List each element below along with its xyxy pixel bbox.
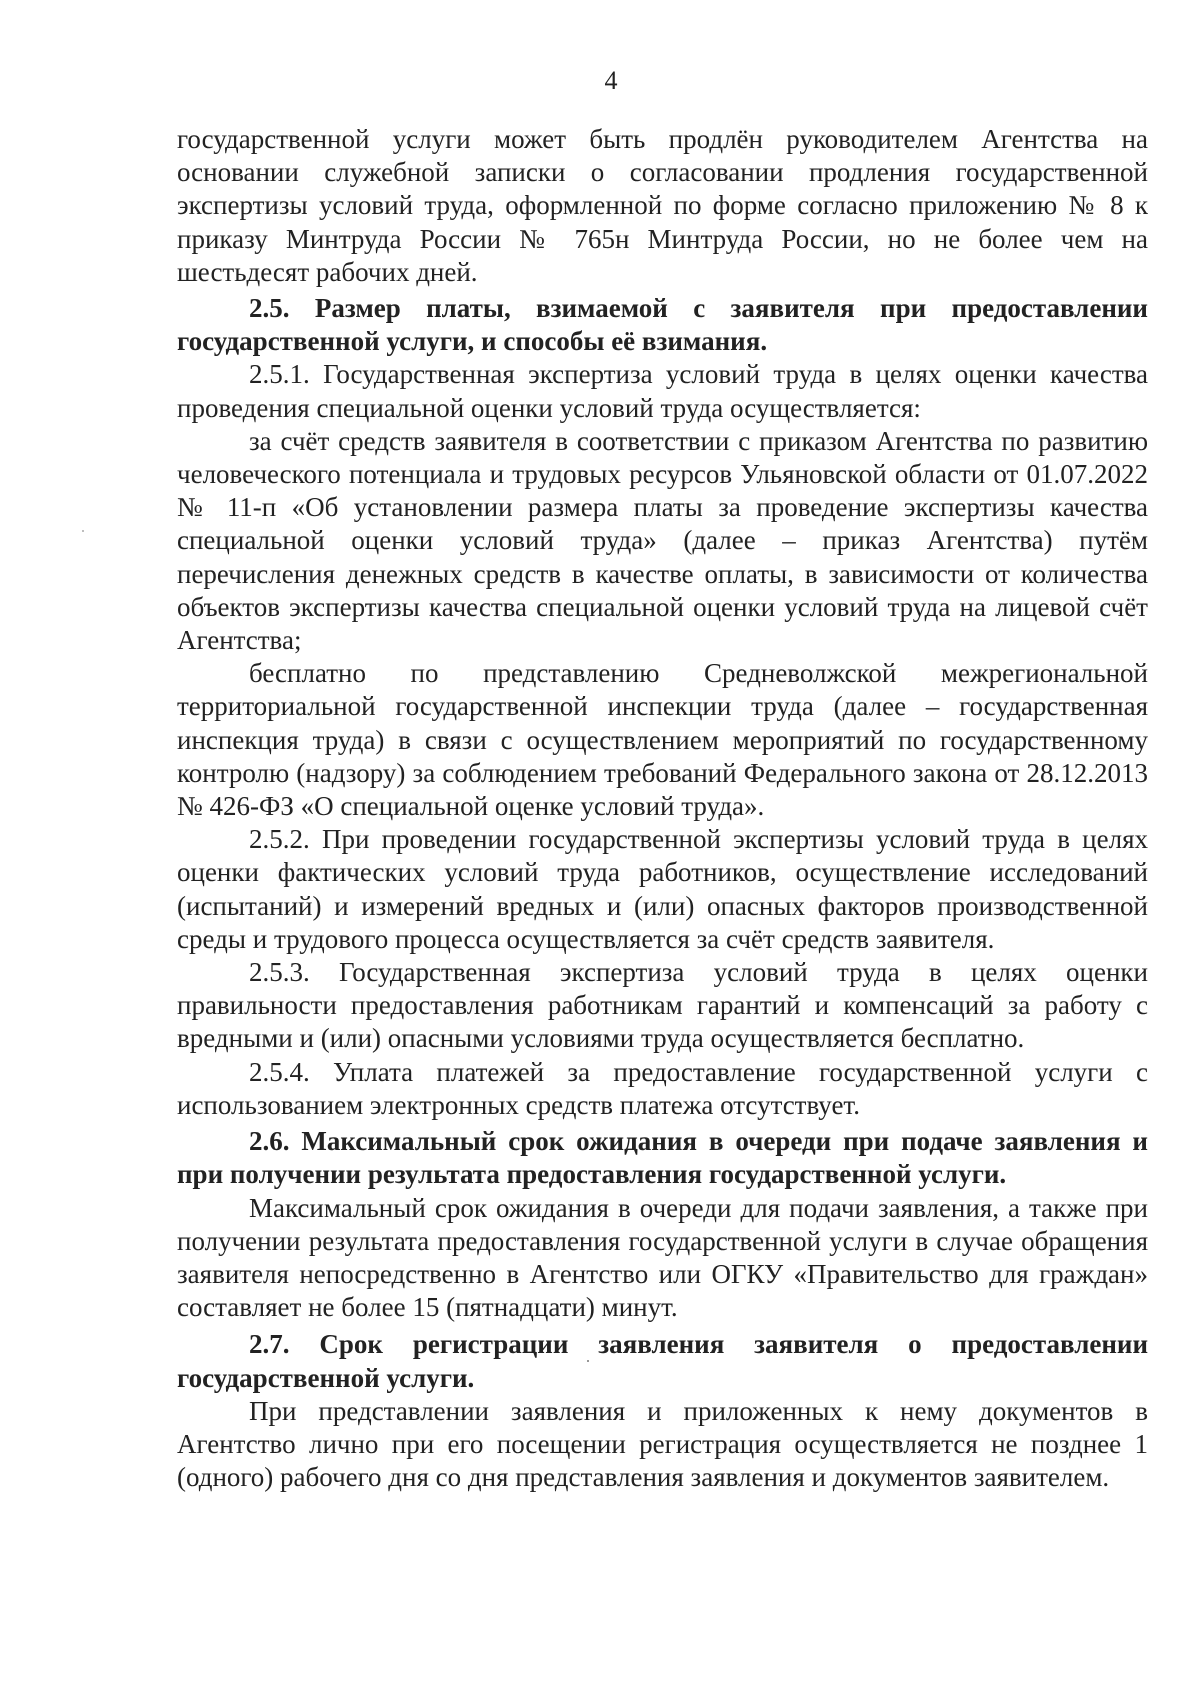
section-heading-2-7: 2.7. Срок регистрации заявления заявителя о предоставлении государственной услуги.	[177, 1329, 1148, 1393]
section-heading-2-5: 2.5. Размер платы, взимаемой с заявителя при предоставлении государственной услуги, и способы её взимания.	[177, 293, 1148, 357]
paragraph-2-5-1-free: бесплатно по представлению Средневолжской межрегиональной территориальной государственной инспекции труда (далее – государственная инспекция труда) в связи с осуществлением мероприятий по государственному контролю (надзору) за соблюдением требований Федерального закона от 28.12.2013 № 426-ФЗ «О специальной оценке условий труда».	[177, 658, 1148, 822]
paragraph-2-6: Максимальный срок ожидания в очереди для подачи заявления, а также при получении результата предоставления государственной услуги в случае обращения заявителя непосредственно в Агентство или ОГКУ «Правительство для граждан» составляет не более 15 (пятнадцати) минут.	[177, 1192, 1148, 1323]
paragraph-2-5-1-paid: за счёт средств заявителя в соответствии с приказом Агентства по развитию человеческого потенциала и трудовых ресурсов Ульяновской области от 01.07.2022 № 11-п «Об установлении размера платы за проведение экспертизы качества специальной оценки условий труда» (далее – приказ Агентства) путём перечисления денежных средств в качестве оплаты, в зависимости от количества объектов экспертизы качества специальной оценки условий труда на лицевой счёт Агентства;	[177, 425, 1148, 656]
section-heading-2-6: 2.6. Максимальный срок ожидания в очереди при подаче заявления и при получении результата предоставления государственной услуги.	[177, 1126, 1148, 1190]
page-number: 4	[604, 66, 618, 95]
paragraph-2-5-4: 2.5.4. Уплата платежей за предоставление государственной услуги с использованием электронных средств платежа отсутствует.	[177, 1056, 1148, 1120]
scan-speck	[82, 530, 84, 532]
document-body	[177, 123, 1148, 1494]
paragraph-2-5-2: 2.5.2. При проведении государственной экспертизы условий труда в целях оценки фактических условий труда работников, осуществление исследований (испытаний) и измерений вредных и (или) опасных факторов производственной среды и трудового процесса осуществляется за счёт средств заявителя.	[177, 824, 1148, 954]
paragraph-2-5-1: 2.5.1. Государственная экспертиза условий труда в целях оценки качества проведения специальной оценки условий труда осуществляется:	[177, 359, 1148, 423]
paragraph-2-5-3: 2.5.3. Государственная экспертиза условий труда в целях оценки правильности предоставления работникам гарантий и компенсаций за работу с вредными и (или) опасными условиями труда осуществляется бесплатно.	[177, 957, 1148, 1054]
paragraph-continuation: государственной услуги может быть продлён руководителем Агентства на основании служебной записки о согласовании продления государственной экспертизы условий труда, оформленной по форме согласно приложению № 8 к приказу Минтруда России № 765н Минтруда России, но не более чем на шестьдесят рабочих дней.	[177, 124, 1148, 287]
paragraph-2-7: При представлении заявления и приложенных к нему документов в Агентство лично при его посещении регистрация осуществляется не позднее 1 (одного) рабочего дня со дня представления заявления и документов заявителем.	[177, 1395, 1148, 1493]
scan-speck	[587, 1360, 589, 1362]
